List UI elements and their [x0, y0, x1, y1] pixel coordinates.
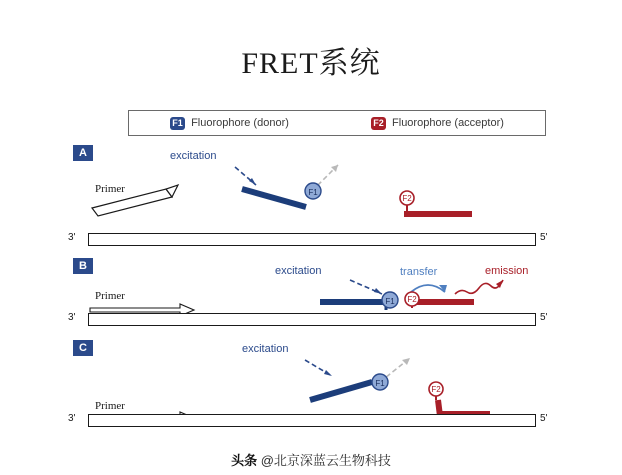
panel-b-excitation-label: excitation — [275, 265, 322, 277]
svg-text:F1: F1 — [385, 297, 395, 306]
legend-item-acceptor — [371, 117, 504, 130]
page-title: FRET系统 — [241, 47, 381, 80]
panel-b-right-end: 5' — [540, 312, 548, 323]
panel-c-excitation-label: excitation — [242, 343, 289, 355]
panel-b-dna-strand — [88, 313, 536, 326]
panel-c-right-end: 5' — [540, 413, 548, 424]
panel-c-left-end: 3' — [68, 413, 76, 424]
panel-b-left-end: 3' — [68, 312, 76, 323]
panel-b-primer-label: Primer — [95, 290, 125, 302]
panel-b-emission-label: emission — [485, 265, 529, 277]
legend-box — [128, 110, 546, 136]
panel-b-graphics — [60, 258, 560, 338]
svg-text:F1: F1 — [308, 188, 318, 197]
legend-label-acceptor: Fluorophore (acceptor) — [392, 117, 504, 129]
legend-item-donor — [170, 117, 289, 130]
panel-a-excitation-label: excitation — [170, 150, 217, 162]
panel-b — [60, 258, 560, 333]
panel-a — [60, 145, 560, 250]
footer-watermark — [0, 450, 622, 469]
svg-text:F2: F2 — [431, 385, 441, 394]
panel-b-transfer-label: transfer — [400, 266, 438, 278]
panel-a-primer-label: Primer — [95, 183, 125, 195]
panel-a-tag: A — [73, 145, 93, 161]
panel-c-dna-strand — [88, 414, 536, 427]
panel-a-dna-strand — [88, 233, 536, 246]
acceptor-chip-icon: F2 — [371, 117, 386, 130]
panel-a-left-end: 3' — [68, 232, 76, 243]
panel-c-tag: C — [73, 340, 93, 356]
svg-text:F2: F2 — [407, 295, 417, 304]
panel-b-tag: B — [73, 258, 93, 274]
svg-text:F1: F1 — [375, 379, 385, 388]
legend-label-donor: Fluorophore (donor) — [191, 117, 289, 129]
svg-text:F2: F2 — [402, 194, 412, 203]
panel-c — [60, 338, 560, 438]
footer-source: 头条 — [231, 453, 258, 468]
panel-a-right-end: 5' — [540, 232, 548, 243]
footer-author: @北京深蓝云生物科技 — [260, 453, 391, 468]
donor-chip-icon: F1 — [170, 117, 185, 130]
panel-c-primer-label: Primer — [95, 400, 125, 412]
